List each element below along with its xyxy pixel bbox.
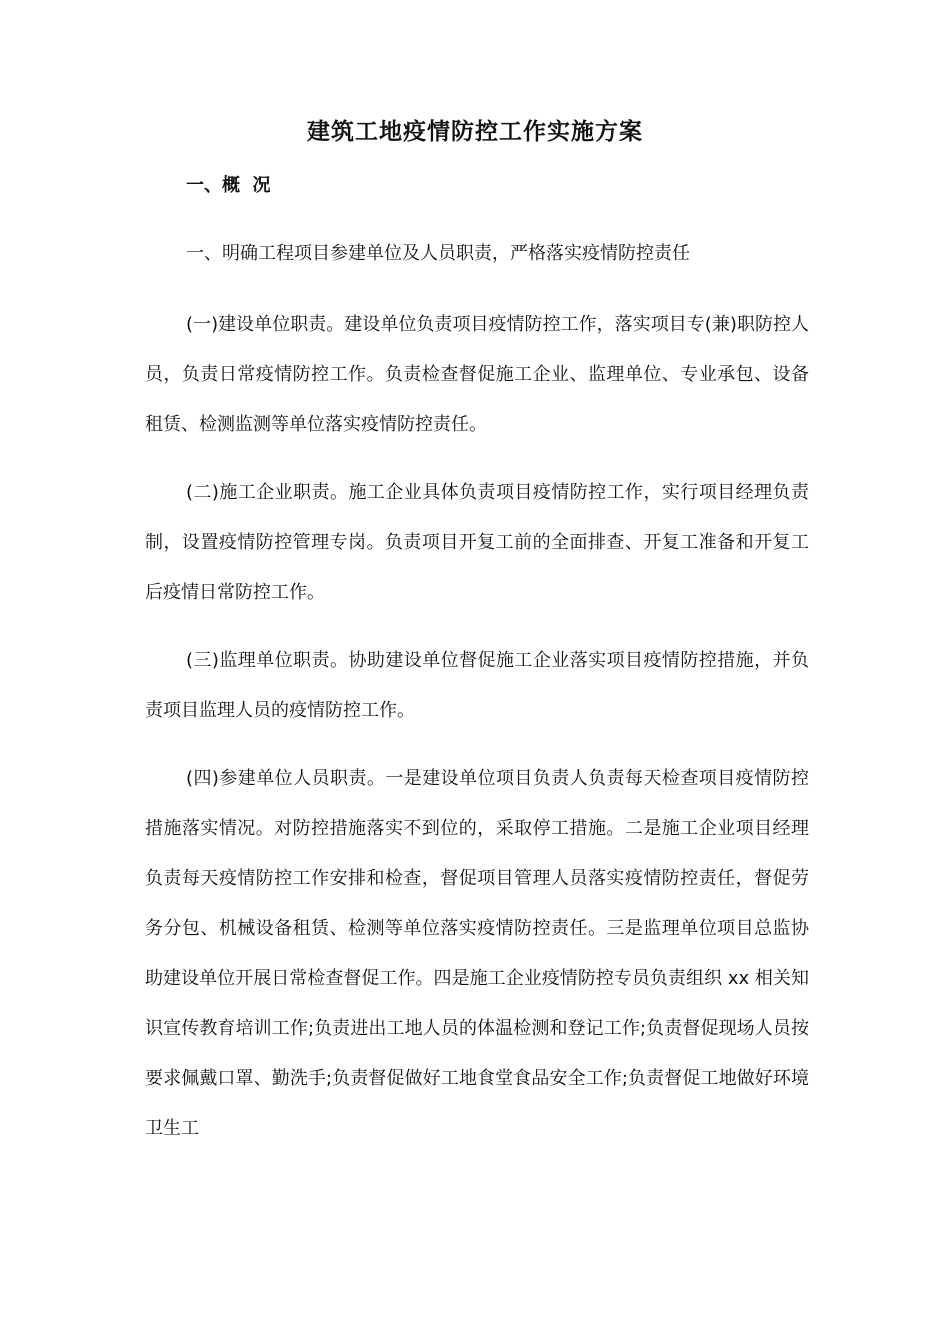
paragraph-intro: 一、明确工程项目参建单位及人员职责，严格落实疫情防控责任 <box>186 243 690 264</box>
section-heading: 一、概 况 <box>186 175 271 196</box>
paragraph-supervision-unit-duties: (三)监理单位职责。协助建设单位督促施工企业落实项目疫情防控措施，并负责项目监理人员的疫情防控工作。 <box>145 650 809 721</box>
document-title: 建筑工地疫情防控工作实施方案 <box>307 119 643 145</box>
paragraph-contractor-duties: (二)施工企业职责。施工企业具体负责项目疫情防控工作，实行项目经理负责制，设置疫情防控管理专岗。负责项目开复工前的全面排查、开复工准备和开复工后疫情日常防控工作。 <box>145 482 809 603</box>
paragraph-personnel-duties: (四)参建单位人员职责。一是建设单位项目负责人负责每天检查项目疫情防控措施落实情况。对防控措施落实不到位的，采取停工措施。二是施工企业项目经理负责每天疫情防控工作安排和检查，督促项目管理人员落实疫情防控责任，督促劳务分包、机械设备租赁、检测等单位落实疫情防控责任。三是监理单位项目总监协助建设单位开展日常检查督促工作。四是施工企业疫情防控专员负责组织 xx 相关知识宣传教育培训工作;负责进出工地人员的体温检测和登记工作;负责督促现场人员按要求佩戴口罩、勤洗手;负责督促做好工地食堂食品安全工作;负责督促工地做好环境卫生工 <box>145 768 809 1139</box>
paragraph-construction-unit-duties: (一)建设单位职责。建设单位负责项目疫情防控工作，落实项目专(兼)职防控人员，负责日常疫情防控工作。负责检查督促施工企业、监理单位、专业承包、设备租赁、检测监测等单位落实疫情防控责任。 <box>145 314 809 435</box>
